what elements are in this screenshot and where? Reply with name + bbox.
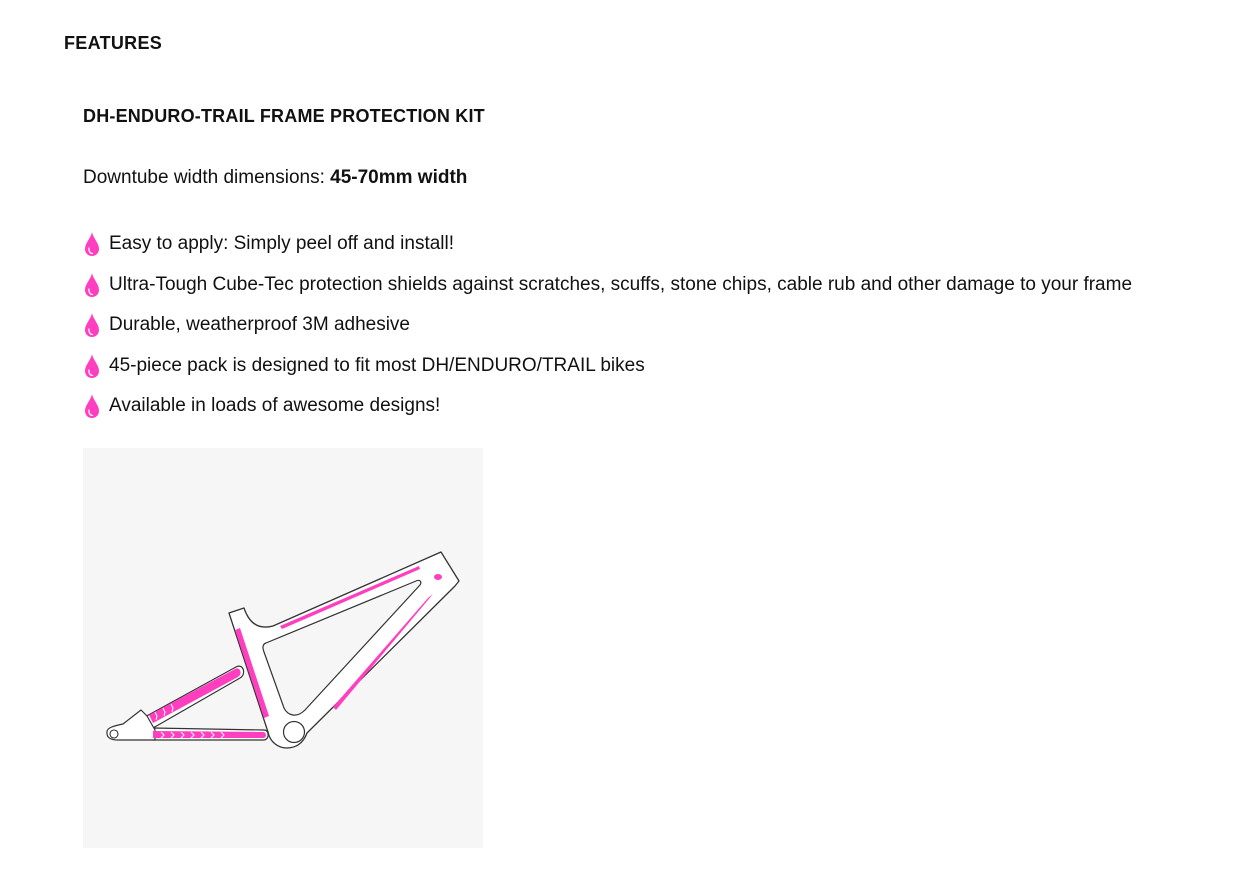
feature-item xyxy=(83,386,1253,427)
section-title: FEATURES xyxy=(64,33,163,53)
pink-drop-icon xyxy=(83,392,109,420)
feature-text: Easy to apply: Simply peel off and install! xyxy=(109,233,455,255)
product-title: DH-ENDURO-TRAIL FRAME PROTECTION KIT xyxy=(83,106,485,126)
feature-text: Available in loads of awesome designs! xyxy=(109,395,441,417)
feature-list xyxy=(83,224,1253,427)
frame-illustration xyxy=(83,448,483,848)
bike-frame-icon xyxy=(83,448,483,848)
pink-drop-icon xyxy=(83,230,109,258)
dimensions-value: 45-70mm width xyxy=(330,167,468,188)
pink-drop-icon xyxy=(83,271,109,299)
dimensions-label: Downtube width dimensions: xyxy=(83,167,325,188)
feature-text: 45-piece pack is designed to fit most DH/ENDURO/TRAIL bikes xyxy=(109,354,645,376)
feature-item xyxy=(83,265,1253,306)
product-features xyxy=(83,100,1253,427)
pink-drop-icon xyxy=(83,311,109,339)
feature-item xyxy=(83,305,1253,346)
bottom-bracket xyxy=(284,722,305,743)
feature-item xyxy=(83,224,1253,265)
dropout-hole xyxy=(110,730,118,738)
feature-text: Ultra-Tough Cube-Tec protection shields against scratches, scuffs, stone chips, cable rub and other damage to your frame xyxy=(109,273,1133,295)
feature-text: Durable, weatherproof 3M adhesive xyxy=(109,314,411,336)
pink-drop-icon xyxy=(83,352,109,380)
downtube-dimensions xyxy=(83,162,1253,194)
feature-item xyxy=(83,346,1253,387)
